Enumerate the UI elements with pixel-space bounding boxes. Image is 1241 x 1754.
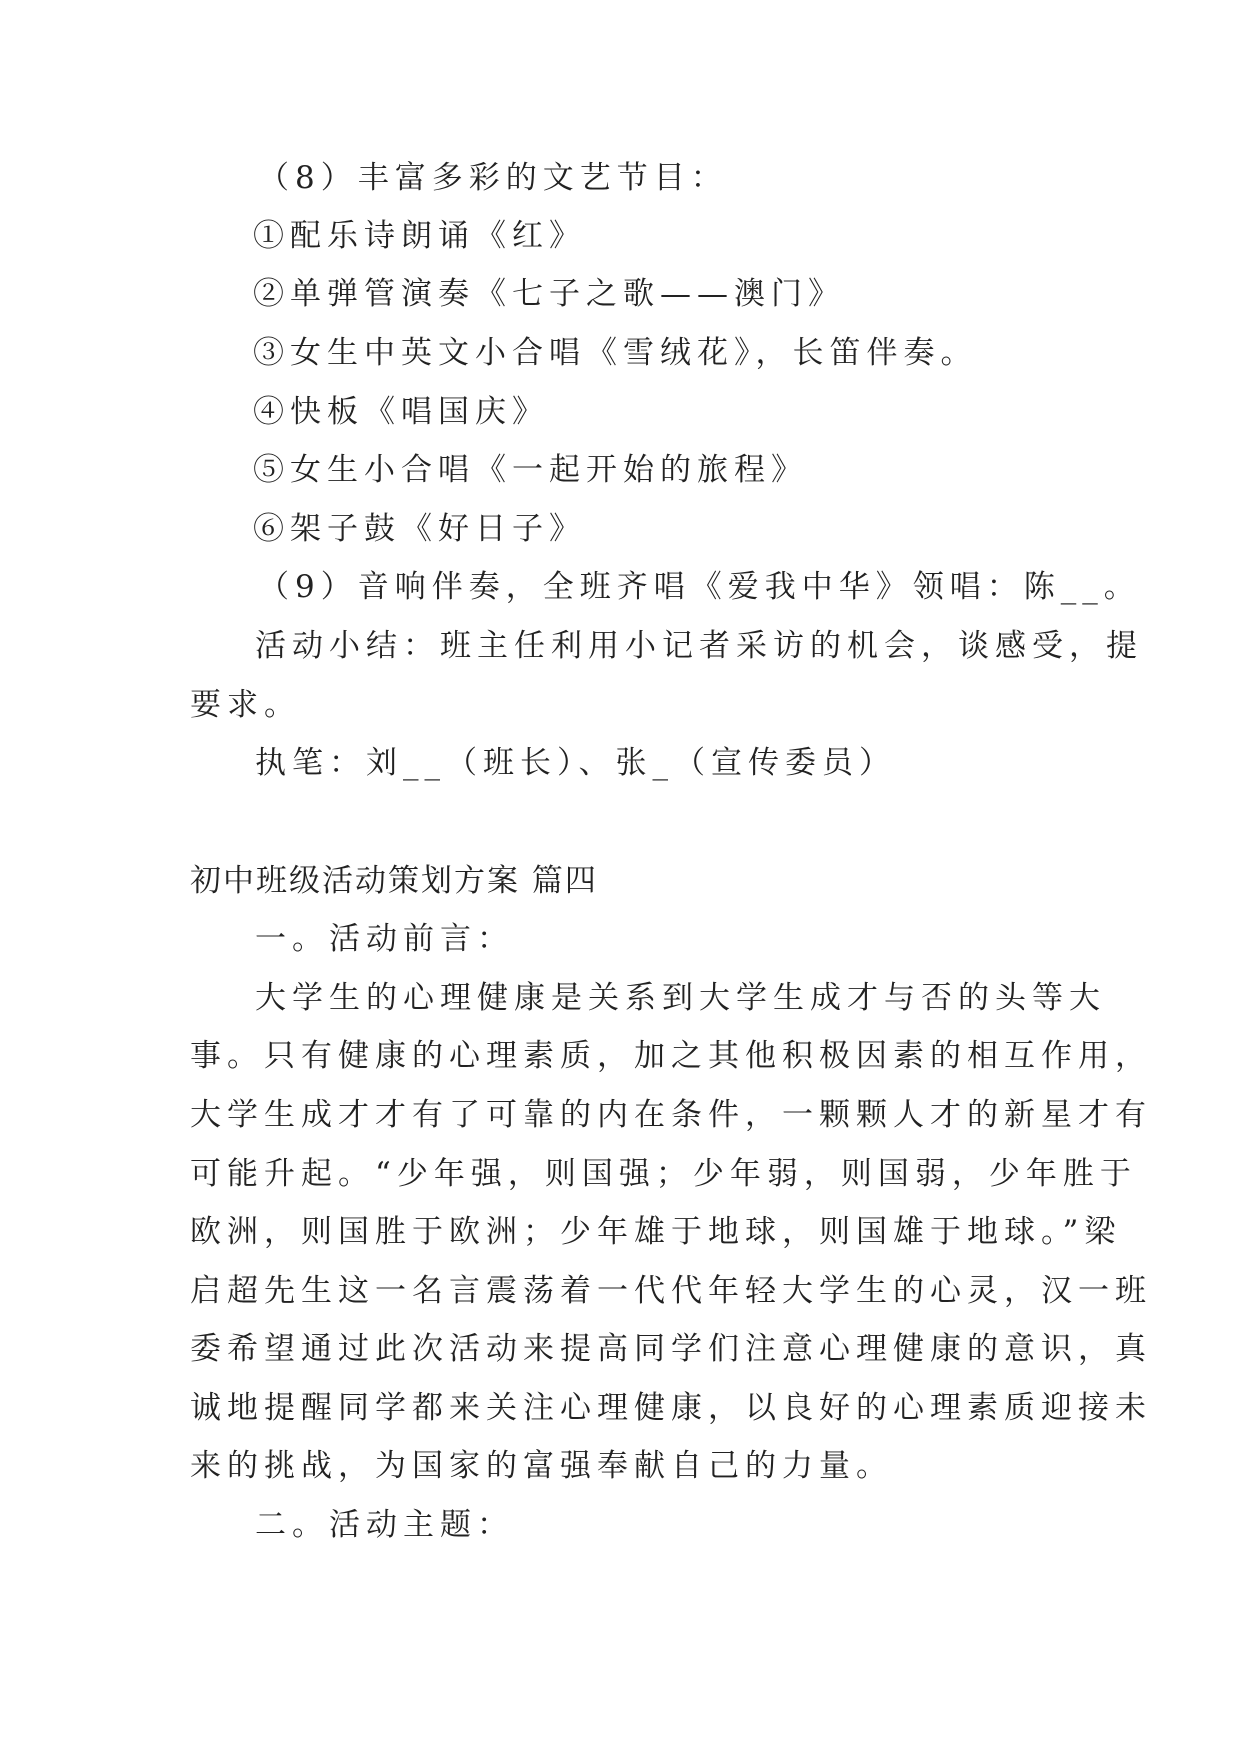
author-line: 执笔：刘__（班长）、张_（宣传委员） bbox=[255, 745, 896, 781]
preface-line-1: 大学生的心理健康是关系到大学生成才与否的头等大 bbox=[255, 980, 1106, 1016]
preface-line-9: 来的挑战，为国家的富强奉献自己的力量。 bbox=[190, 1448, 893, 1484]
section-title: 初中班级活动策划方案 篇四 bbox=[190, 863, 598, 899]
preface-line-8: 诚地提醒同学都来关注心理健康，以良好的心理素质迎接未 bbox=[190, 1390, 1152, 1426]
theme-heading: 二。活动主题： bbox=[255, 1507, 514, 1543]
item-8-heading: （8）丰富多彩的文艺节目： bbox=[258, 160, 728, 196]
program-item-3: ③女生中英文小合唱《雪绒花》，长笛伴奏。 bbox=[253, 335, 978, 371]
preface-heading: 一。活动前言： bbox=[255, 921, 514, 957]
summary-line-1: 活动小结：班主任利用小记者采访的机会，谈感受，提 bbox=[255, 628, 1143, 664]
preface-line-4: 可能升起。“少年强，则国强；少年弱，则国弱，少年胜于 bbox=[190, 1156, 1137, 1192]
program-item-2: ②单弹管演奏《七子之歌——澳门》 bbox=[253, 276, 845, 312]
preface-line-7: 委希望通过此次活动来提高同学们注意心理健康的意识，真 bbox=[190, 1331, 1152, 1367]
summary-line-2: 要求。 bbox=[190, 687, 301, 723]
preface-line-5: 欧洲，则国胜于欧洲；少年雄于地球，则国雄于地球。”梁 bbox=[190, 1214, 1122, 1250]
program-item-4: ④快板《唱国庆》 bbox=[253, 394, 549, 430]
preface-line-6: 启超先生这一名言震荡着一代代年轻大学生的心灵，汉一班 bbox=[190, 1273, 1152, 1309]
preface-line-2: 事。只有健康的心理素质，加之其他积极因素的相互作用， bbox=[190, 1038, 1152, 1074]
preface-line-3: 大学生成才才有了可靠的内在条件，一颗颗人才的新星才有 bbox=[190, 1097, 1152, 1133]
item-9-text: （9）音响伴奏，全班齐唱《爱我中华》领唱：陈__。 bbox=[258, 569, 1141, 605]
program-item-5: ⑤女生小合唱《一起开始的旅程》 bbox=[253, 452, 808, 488]
program-item-6: ⑥架子鼓《好日子》 bbox=[253, 511, 586, 547]
program-item-1: ①配乐诗朗诵《红》 bbox=[253, 218, 586, 254]
